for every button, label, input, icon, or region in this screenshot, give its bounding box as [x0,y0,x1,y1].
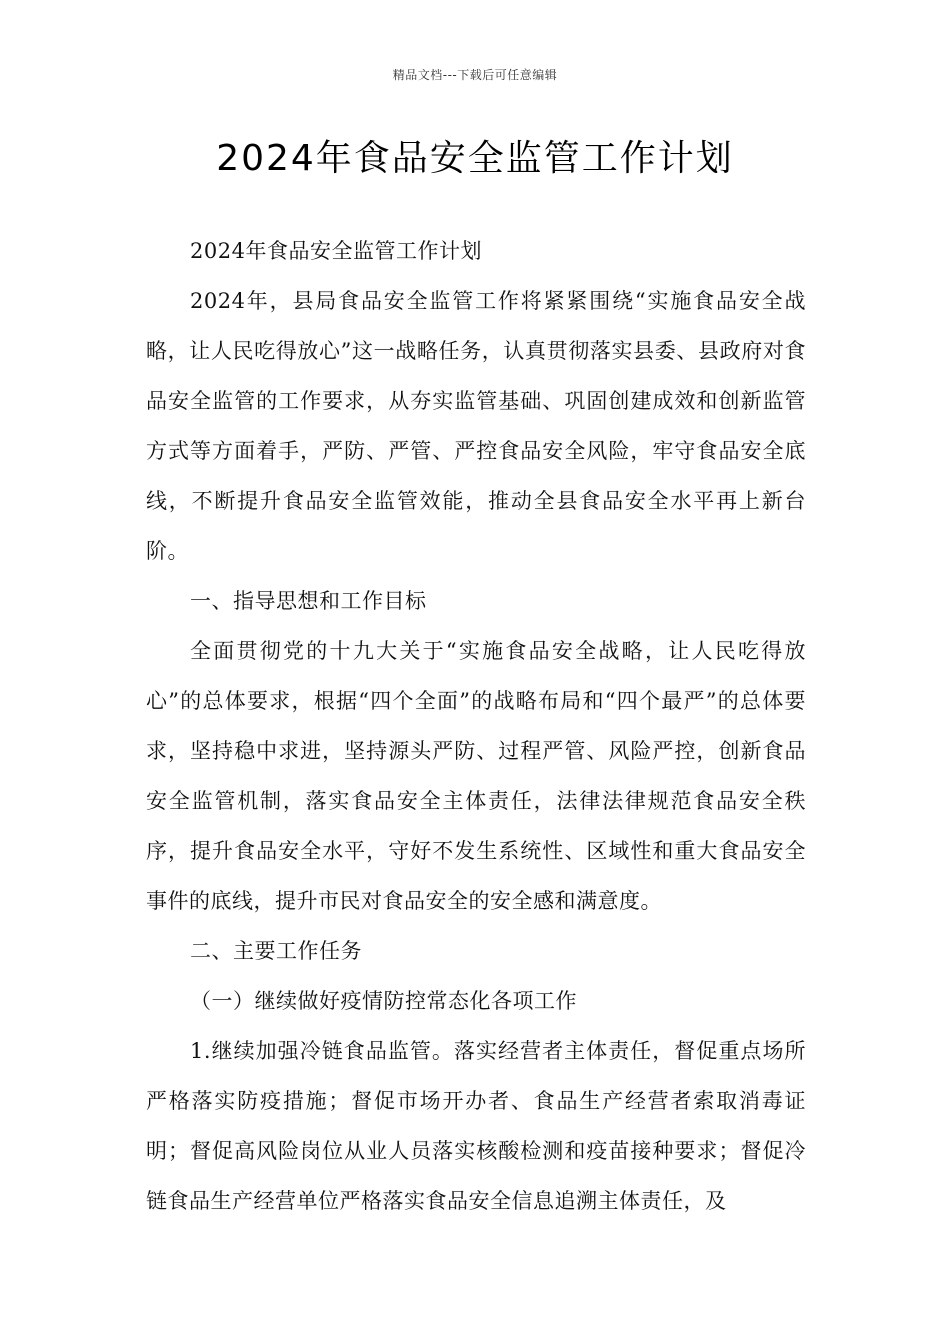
paragraph-subtitle: 2024年食品安全监管工作计划 [190,239,482,263]
section-heading-2: 二、主要工作任务 [190,939,362,963]
paragraph-guiding-thought: 全面贯彻党的十九大关于“实施食品安全战略，让人民吃得放心”的总体要求，根据“四个全面”的战略布局和“四个最严”的总体要求，坚持稳中求进，坚持源头严防、过程严管、风险严控，创新食品安全监管机制，落实食品安全主体责任，法律法律规范食品安全秩序，提升食品安全水平，守好不发生系统性、区域性和重大食品安全事件的底线，提升市民对食品安全的安全感和满意度。 [146,639,806,913]
document-body [146,226,806,1226]
paragraph-intro: 2024年，县局食品安全监管工作将紧紧围绕“实施食品安全战略，让人民吃得放心”这一战略任务，认真贯彻落实县委、县政府对食品安全监管的工作要求，从夯实监管基础、巩固创建成效和创新监管方式等方面着手，严防、严管、严控食品安全风险，牢守食品安全底线，不断提升食品安全监管效能，推动全县食品安全水平再上新台阶。 [146,289,806,563]
section-heading-1: 一、指导思想和工作目标 [190,589,427,613]
paragraph-cold-chain: 1.继续加强冷链食品监管。落实经营者主体责任，督促重点场所严格落实防疫措施；督促市场开办者、食品生产经营者索取消毒证明；督促高风险岗位从业人员落实核酸检测和疫苗接种要求；督促冷链食品生产经营单位严格落实食品安全信息追溯主体责任，及 [146,1039,806,1213]
document-title: 2024年食品安全监管工作计划 [216,138,734,179]
subsection-heading-1: （一）继续做好疫情防控常态化各项工作 [190,989,577,1013]
header-note: 精品文档---下载后可任意编辑 [392,68,558,82]
